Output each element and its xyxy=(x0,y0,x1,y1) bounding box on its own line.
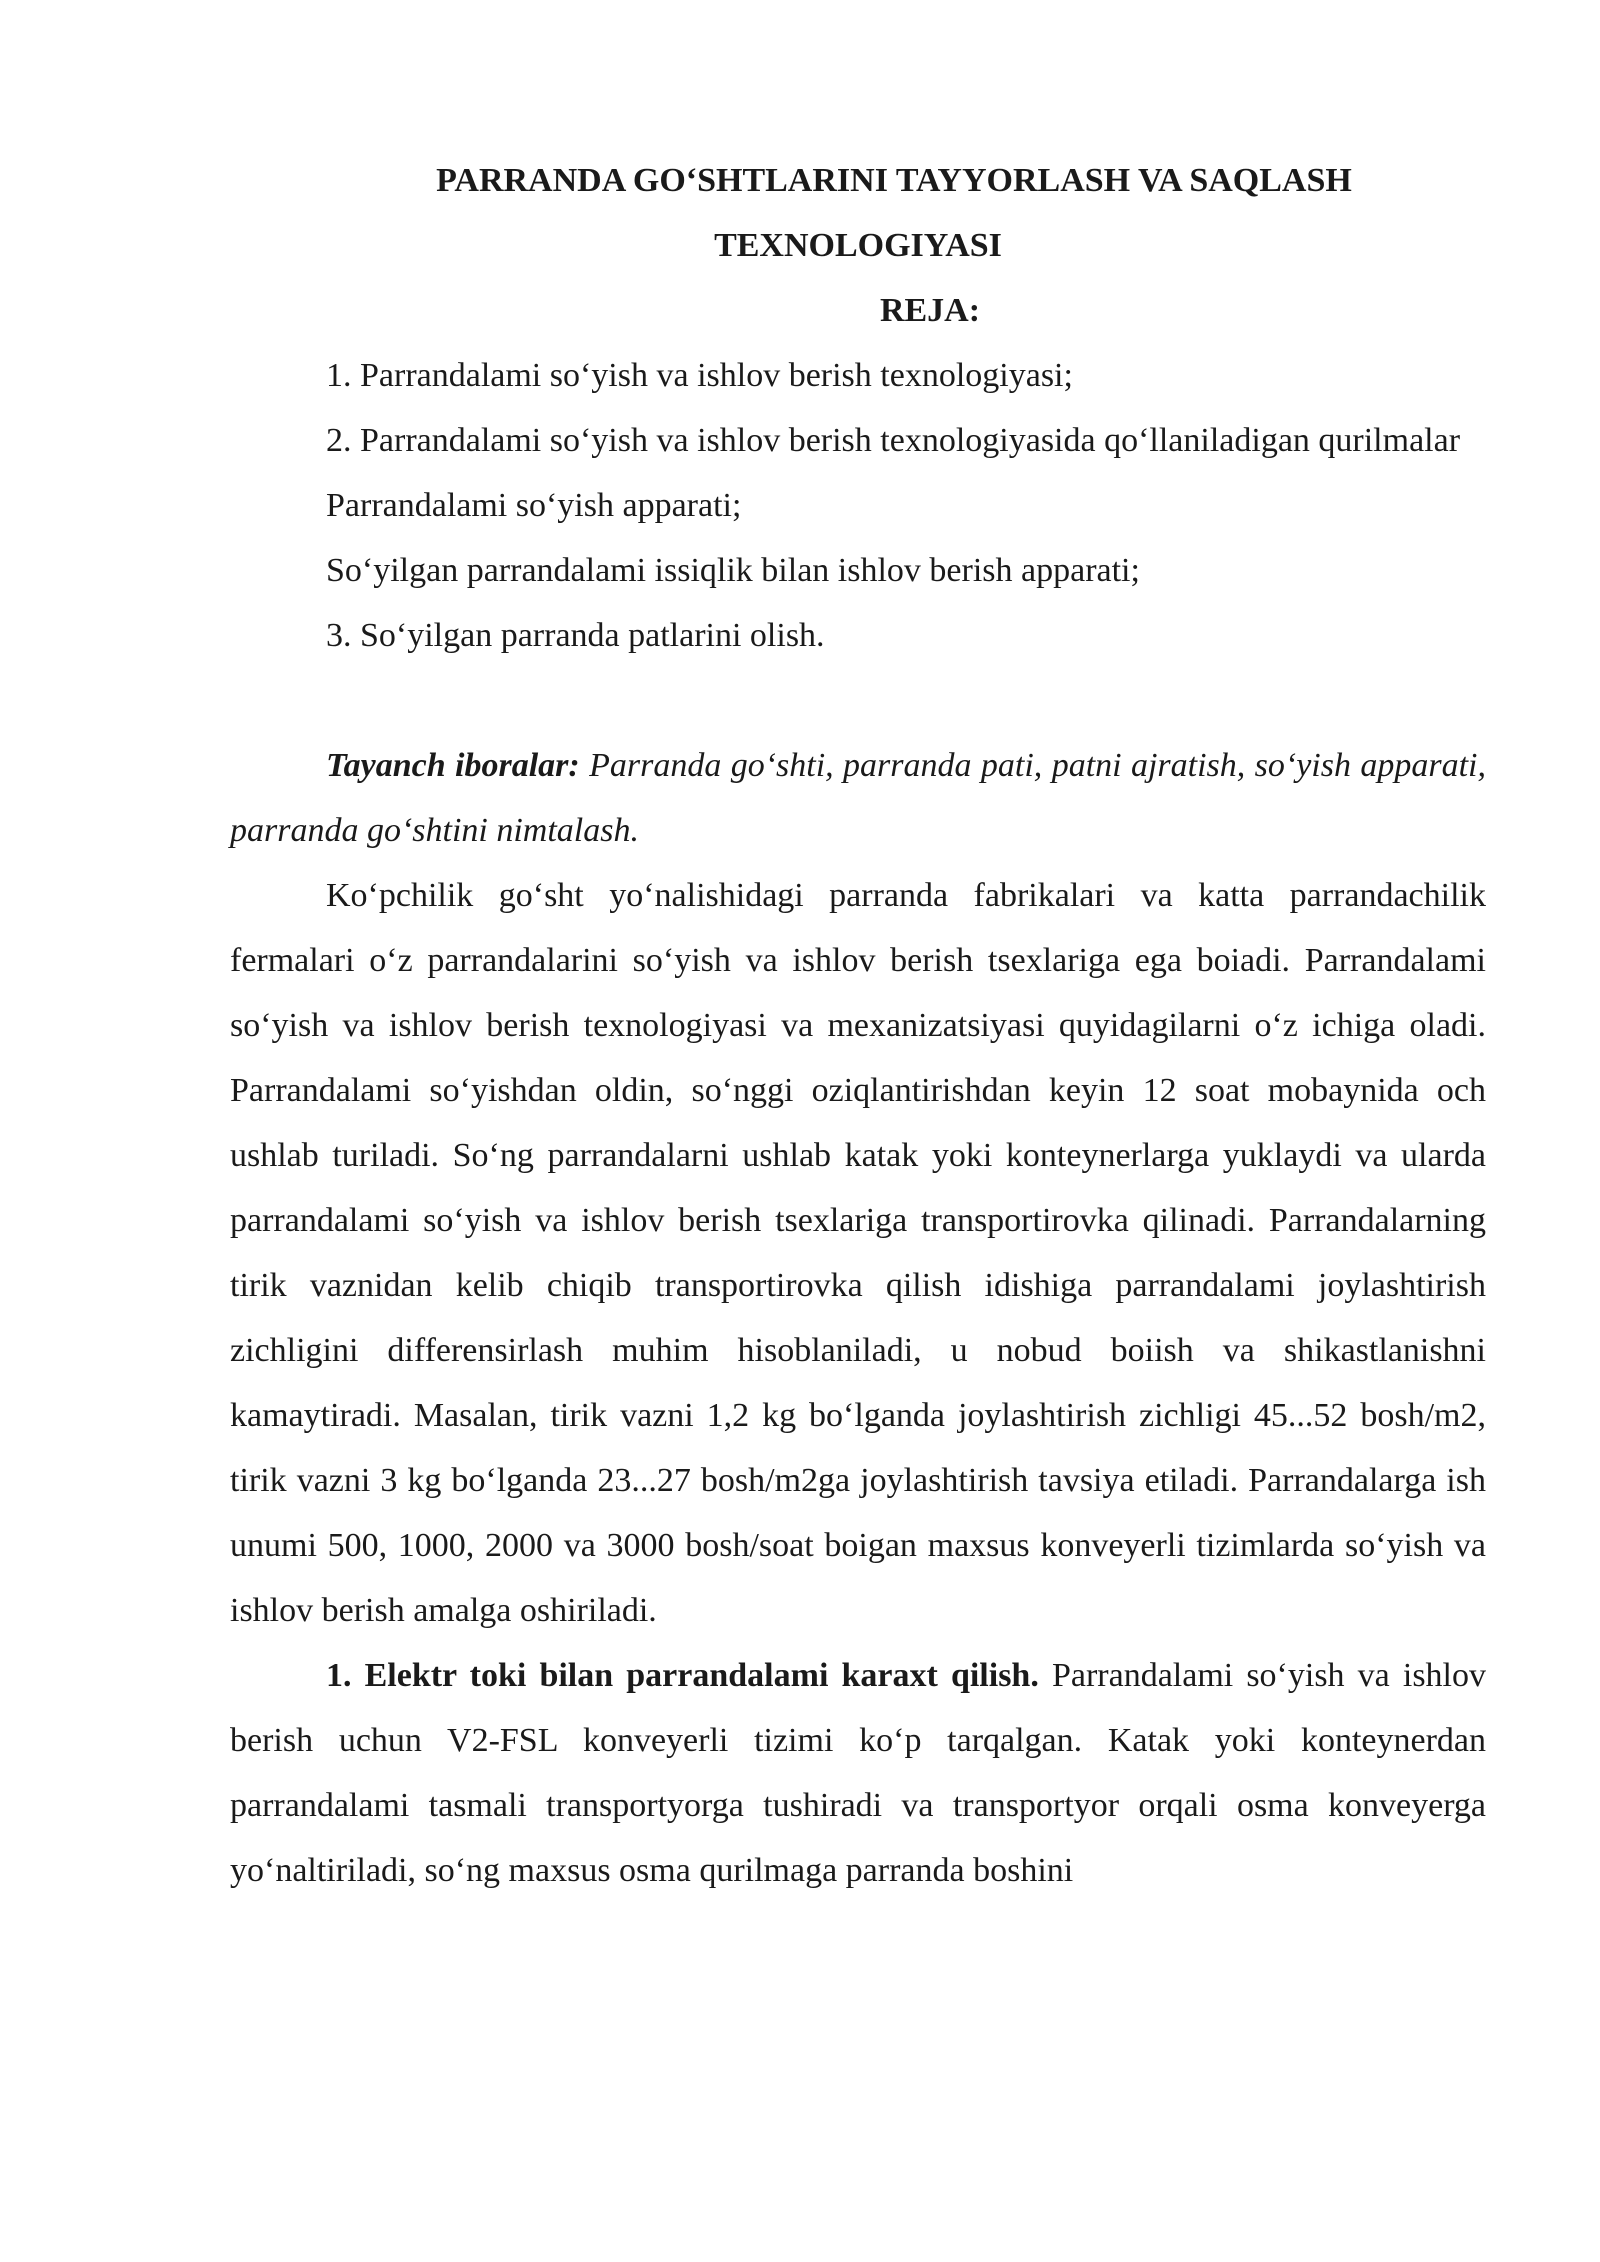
keywords-paragraph xyxy=(230,733,1486,863)
document-page xyxy=(230,148,1486,1903)
plan-item: 1. Parrandalami so‘yish va ishlov berish texnologiyasi; xyxy=(326,357,1073,394)
plan-item: 2. Parrandalami so‘yish va ishlov berish texnologiyasida qo‘llaniladigan qurilmalar xyxy=(326,422,1461,459)
section-text: Parrandalami so‘yish va ishlov berish uchun V2-FSL konveyerli tizimi ko‘p tarqalgan. Katak yoki konteynerdan parrandalami tasmali transportyorga tushiradi va transportyor orqali osma konveyerga yo‘naltiriladi, so‘ng maxsus osma qurilmaga parranda boshini xyxy=(230,1657,1487,1889)
section-paragraph xyxy=(230,1643,1486,1903)
plan-heading: REJA: xyxy=(879,292,981,329)
plan-item: So‘yilgan parrandalami issiqlik bilan ishlov berish apparati; xyxy=(326,552,1140,589)
body-paragraph: Ko‘pchilik go‘sht yo‘nalishidagi parranda fabrikalari va katta parrandachilik fermalari o‘z parrandalarini so‘yish va ishlov berish tsexlariga ega boiadi. Parrandalami so‘yish va ishlov berish texnologiyasi va mexanizatsiyasi quyidagilarni o‘z ichiga oladi. Parrandalami so‘yishdan oldin, so‘nggi oziqlantirishdan keyin 12 soat mobaynida och ushlab turiladi. So‘ng parrandalarni ushlab katak yoki konteynerlarga yuklaydi va ularda parrandalami so‘yish va ishlov berish tsexlariga transportirovka qilinadi. Parrandalarning tirik vaznidan kelib chiqib transportirovka qilish idishiga parrandalami joylashtirish zichligini differensirlash muhim hisoblaniladi, u nobud boiish va shikastlanishni kamaytiradi. Masalan, tirik vazni 1,2 kg bo‘lganda joylashtirish zichligi 45...52 bosh/m2, tirik vazni 3 kg bo‘lganda 23...27 bosh/m2ga joylashtirish tavsiya etiladi. Parrandalarga ish unumi 500, 1000, 2000 va 3000 bosh/soat boigan maxsus konveyerli tizimlarda so‘yish va ishlov berish amalga oshiriladi. xyxy=(230,877,1486,1629)
keywords-text: Parranda go‘shti, parranda pati, patni ajratish, so‘yish apparati, parranda go‘shtini nimtalash. xyxy=(230,747,1486,849)
keywords-label: Tayanch iboralar: xyxy=(326,747,580,784)
section-heading: 1. Elektr toki bilan parrandalami karaxt qilish. xyxy=(326,1657,1039,1694)
document-title-line-2: TEXNOLOGIYASI xyxy=(714,227,1002,264)
spacer xyxy=(230,668,1486,733)
plan-item: Parrandalami so‘yish apparati; xyxy=(326,487,742,524)
plan-item: 3. So‘yilgan parranda patlarini olish. xyxy=(326,617,825,654)
document-title-line-1: PARRANDA GO‘SHTLARINI TAYYORLASH VA SAQLASH xyxy=(436,162,1352,199)
